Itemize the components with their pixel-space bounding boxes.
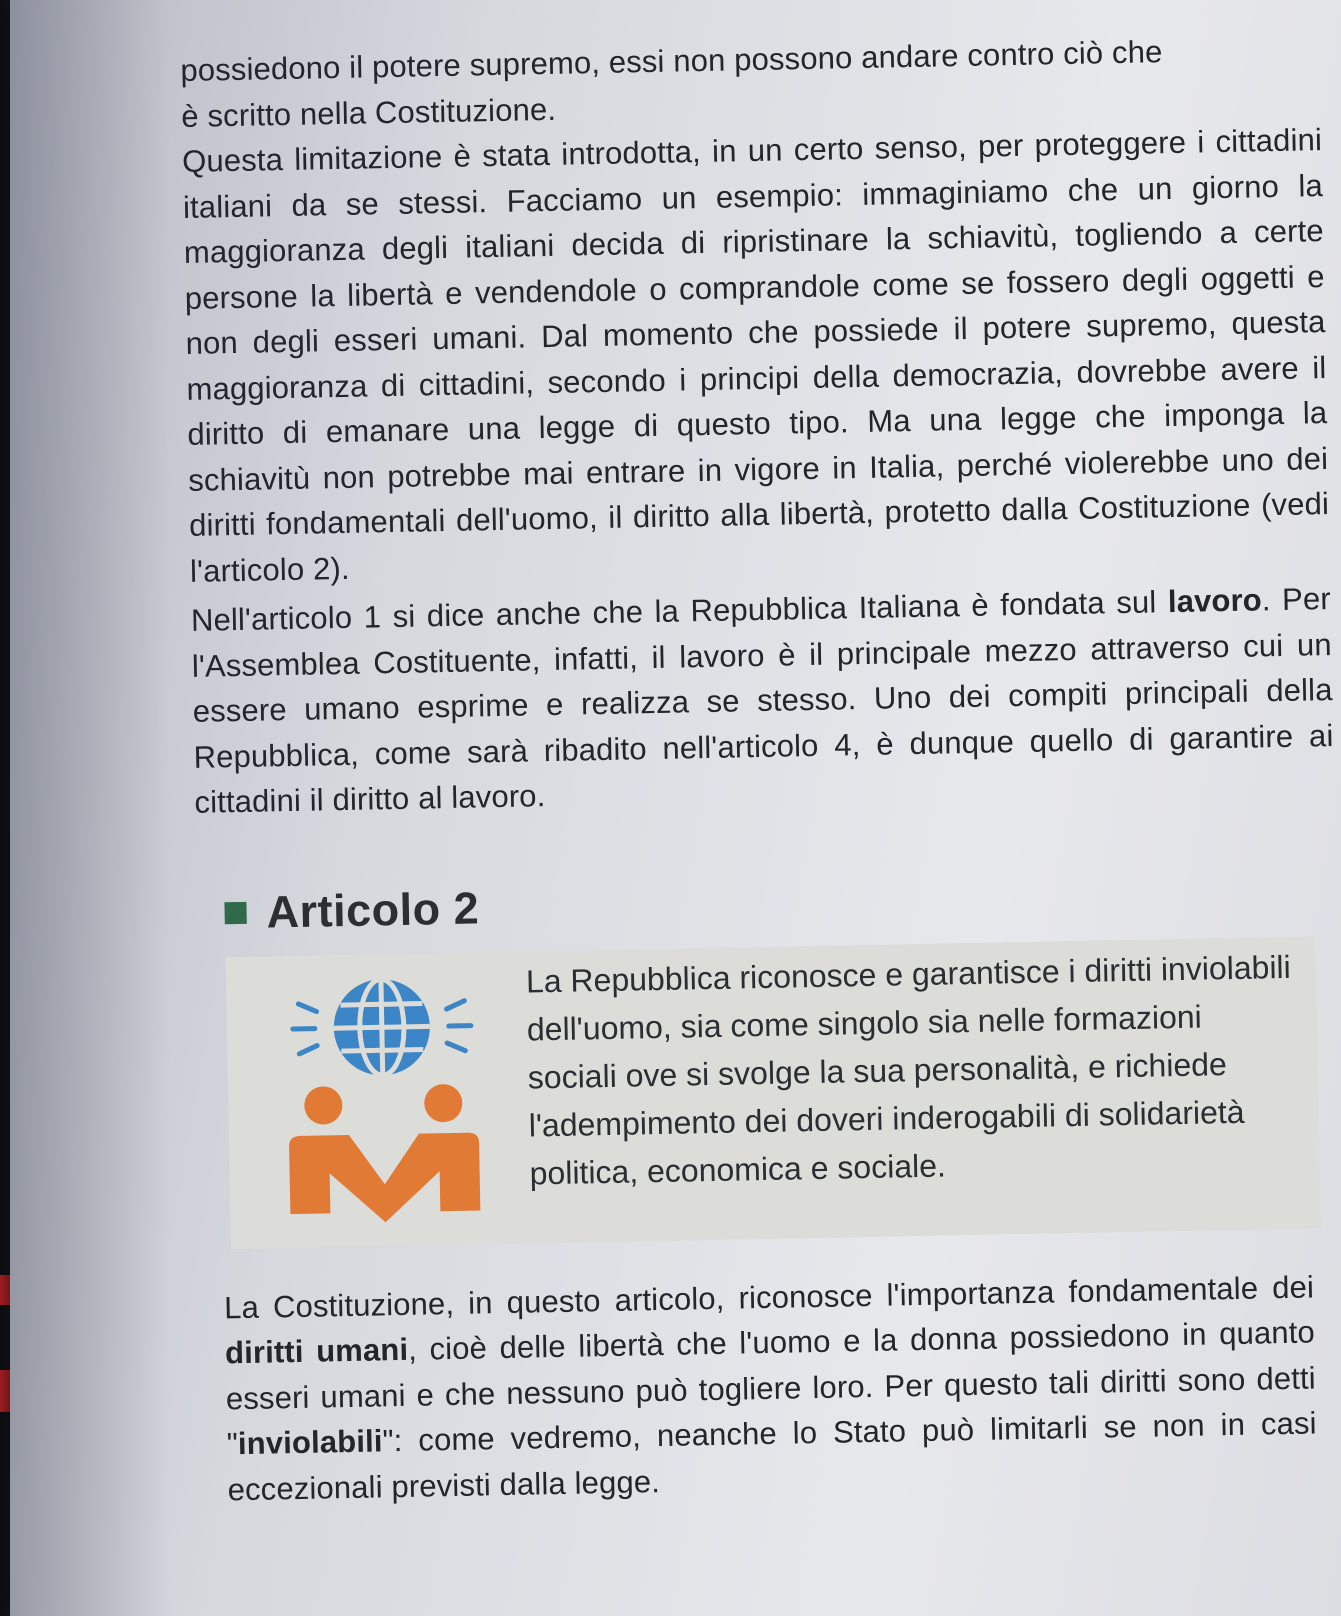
- human-rights-keyword: diritti umani: [224, 1331, 409, 1371]
- square-bullet-icon: [224, 901, 246, 923]
- section-heading: [196, 865, 1337, 939]
- article-2-text: La Repubblica riconosce e garantisce i diritti inviolabili dell'uomo, sia come singolo sia nelle formazioni sociali ove si svolge la sua personalità, e richiede l'adempimento dei doveri inderogabili di solidarietà politica, economica e sociale.: [525, 948, 1292, 1191]
- slavery-paragraph: Questa limitazione è stata introdotta, in un certo senso, per proteggere i cittadini italiani da se stessi. Facciamo un esempio: immaginiamo che un giorno la maggioranza degli italiani decida di ripristinare la schiavitù, togliendo a certe persone la libertà e vendendole o comprandole come se fossero degli oggetti e non degli esseri umani. Dal momento che possiede il potere supremo, questa maggioranza di cittadini, secondo i principi della democrazia, dovrebbe avere il diritto di emanare una legge di questo tipo. Ma una legge che imponga la schiavitù non potrebbe mai entrare in vigore in Italia, perché violerebbe uno dei diritti fondamentali dell'uomo, il diritto alla libertà, protetto dalla Costituzione (vedi l'articolo 2).: [181, 122, 1330, 589]
- work-keyword: lavoro: [1167, 582, 1263, 620]
- rights-text-1: La Costituzione, in questo articolo, riconosce l'importanza fondamentale dei: [223, 1268, 1315, 1325]
- work-text-before: Nell'articolo 1 si dice anche che la Repubblica Italiana è fondata sul: [190, 584, 1169, 638]
- rights-text-2: , cioè delle libertà che l'uomo e la donna possiedono in quanto esseri umani e che nessuno può togliere loro. Per questo tali diritti sono detti ": [225, 1314, 1317, 1462]
- globe-icon: [292, 977, 472, 1076]
- page-content: [180, 26, 1341, 1513]
- article-box: [225, 936, 1320, 1249]
- illustration: [276, 970, 491, 1234]
- intro-line-2: è scritto nella Costituzione.: [180, 91, 557, 134]
- work-text-after: . Per l'Assemblea Costituente, infatti, il lavoro è il principale mezzo attraverso cui un essere umano esprime e realizza se stesso. Uno dei compiti principali della Repubblica, come sarà ribadito nell'articolo 4, è dunque quello di garantire ai cittadini il diritto al lavoro.: [191, 581, 1334, 820]
- two-people-icon: [288, 1083, 481, 1224]
- page-shadow: [10, 0, 170, 1616]
- inviolable-keyword: inviolabili: [237, 1423, 383, 1462]
- intro-line-1: possiedono il potere supremo, essi non possono andare contro ciò che: [180, 34, 1163, 88]
- rights-text-3: ": come vedremo, neanche lo Stato può limitarli se non in casi eccezionali previsti dalla legge.: [227, 1405, 1317, 1507]
- section-title: Articolo 2: [266, 881, 480, 937]
- book-page: [10, 0, 1341, 1616]
- work-paragraph: [191, 576, 1335, 825]
- rights-paragraph: [224, 1264, 1318, 1512]
